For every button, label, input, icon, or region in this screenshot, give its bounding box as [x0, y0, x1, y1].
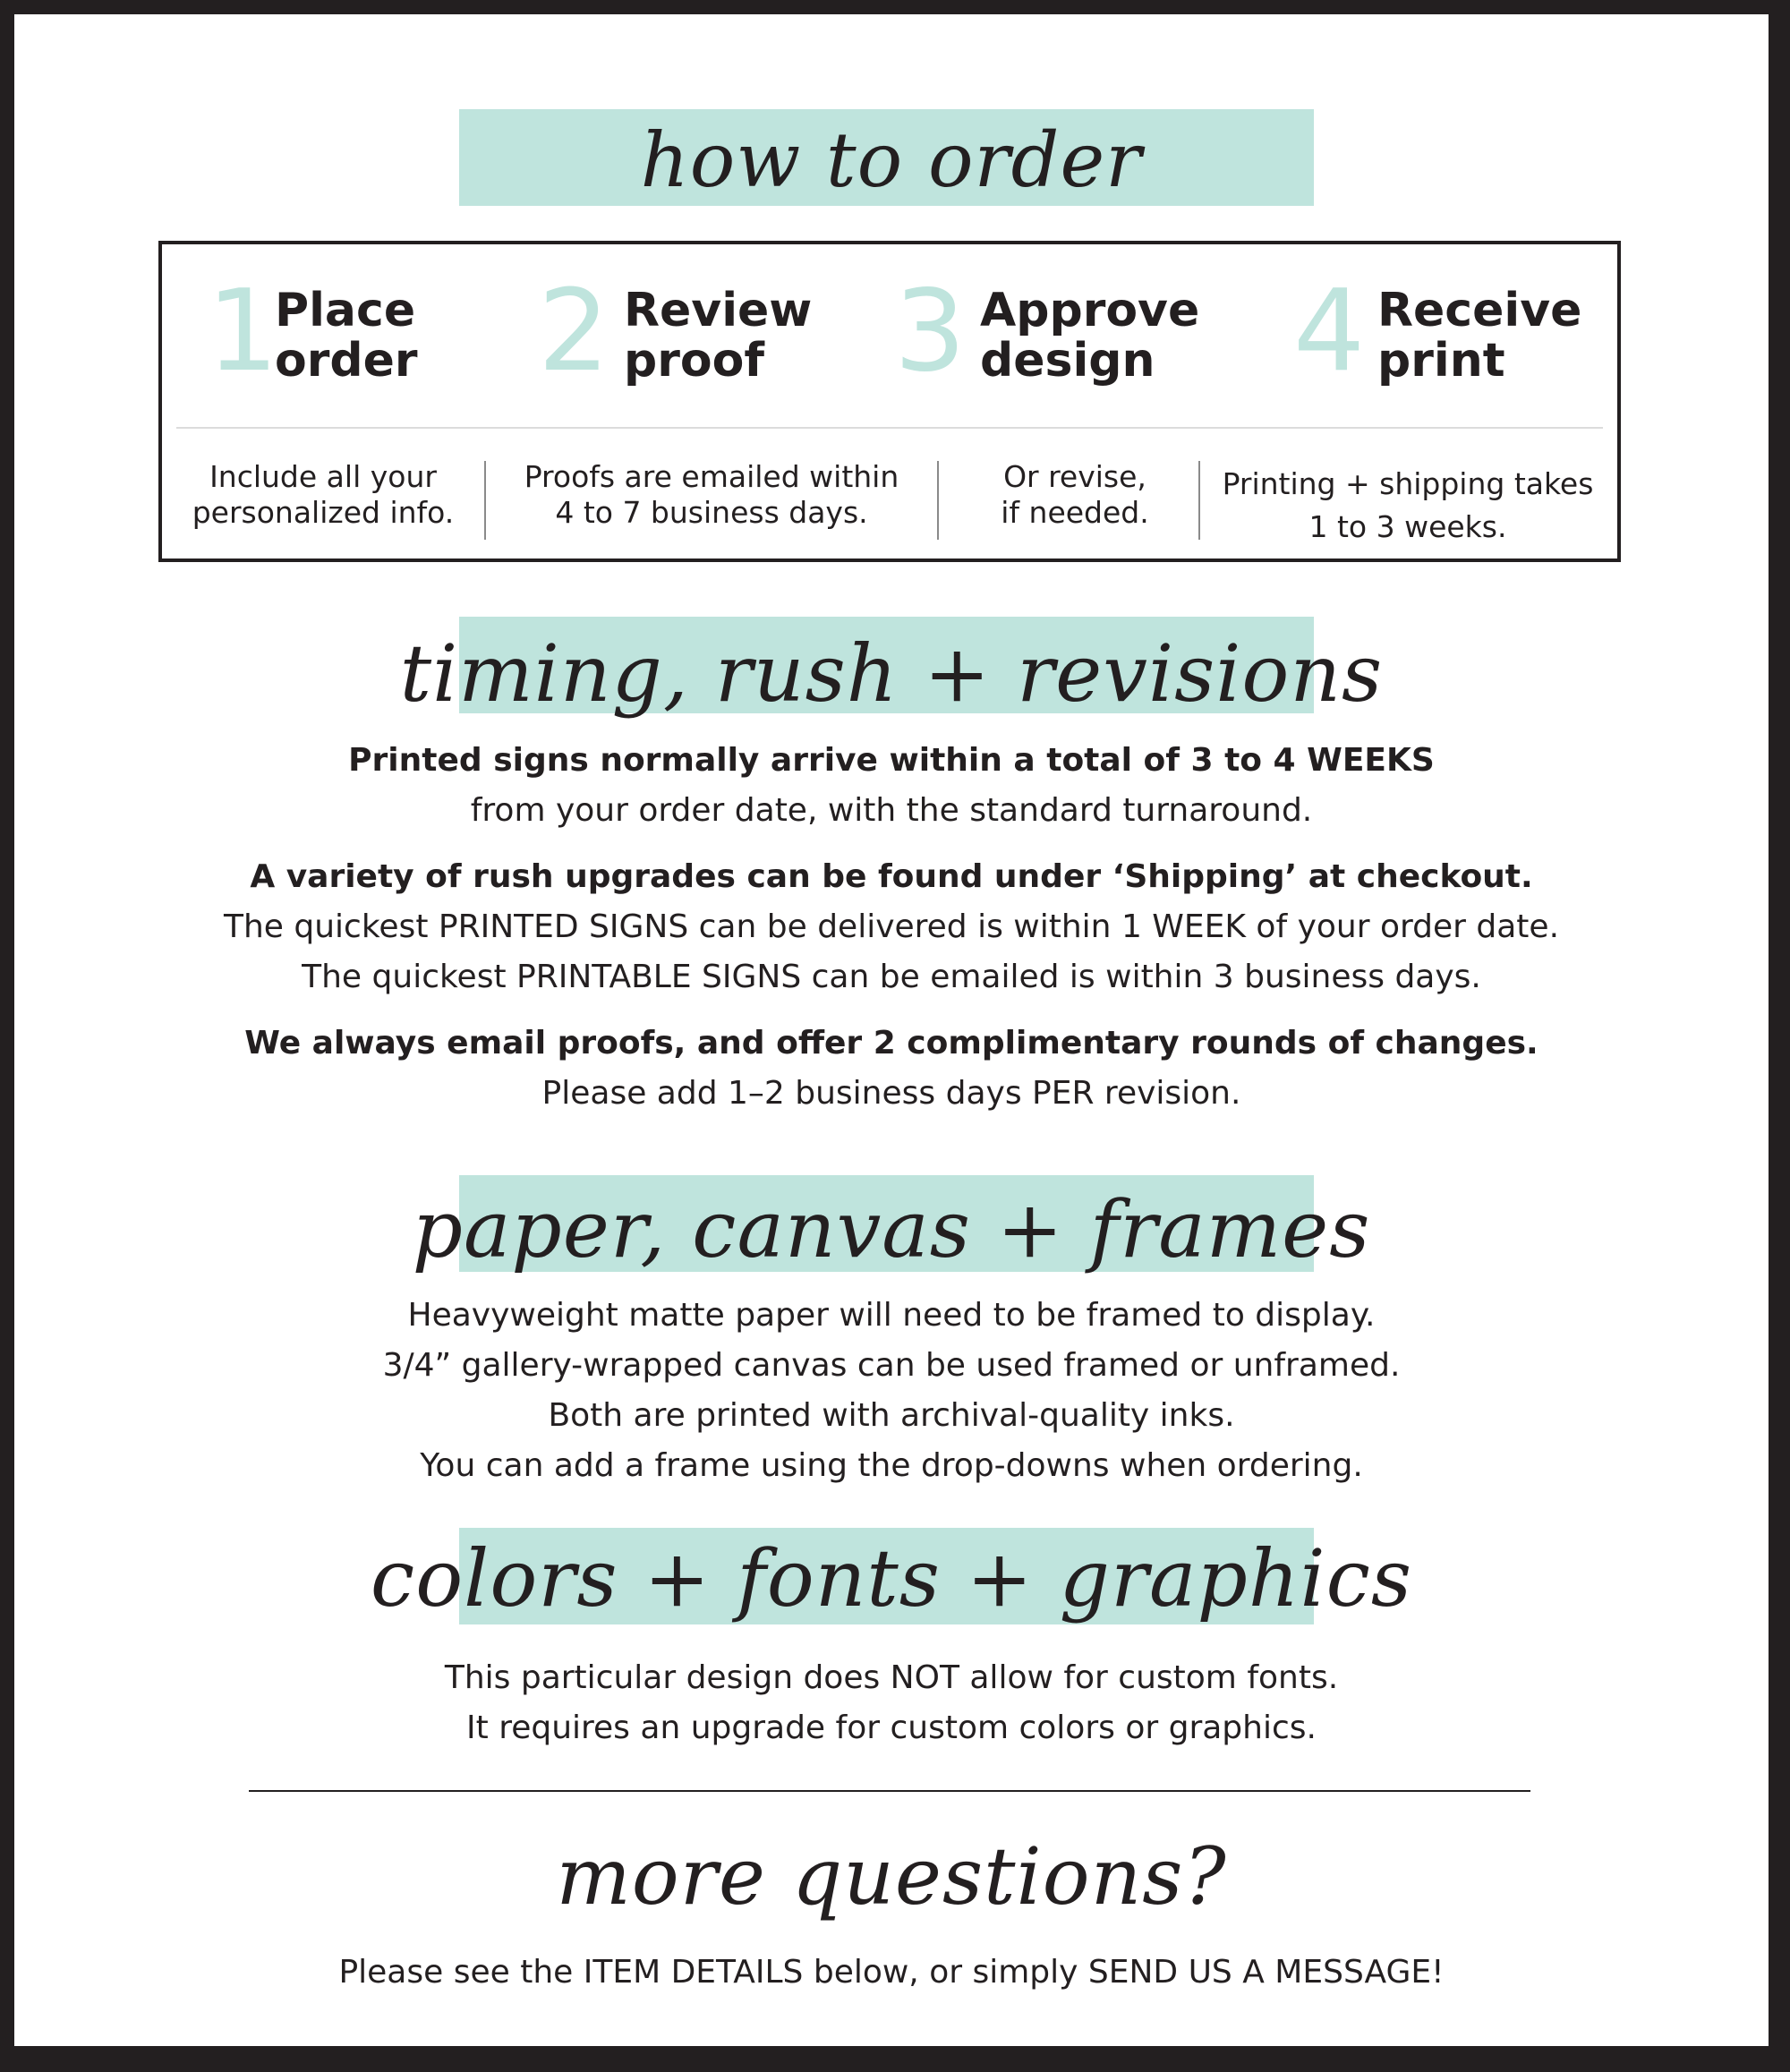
step-1-desc-line1: Include all your [209, 459, 437, 494]
step-2-title-line2: proof [624, 334, 764, 388]
heading-timing: timing, rush + revisions [399, 627, 1384, 720]
info-sheet [14, 14, 1769, 2046]
timing-bold-3: We always email proofs, and offer 2 complimentary rounds of changes. [244, 1025, 1539, 1062]
step-3-title [980, 286, 1199, 386]
heading-paper: paper, canvas + frames [412, 1183, 1371, 1275]
step-4-desc-line2: 1 to 3 weeks. [1308, 509, 1507, 544]
heading-more-questions: more questions? [556, 1830, 1227, 1923]
timing-bold-2: A variety of rush upgrades can be found under ‘Shipping’ at checkout. [250, 858, 1533, 895]
section-divider [249, 1790, 1530, 1792]
paper-line-3: Both are printed with archival-quality inks. [548, 1397, 1235, 1434]
timing-line-1: from your order date, with the standard turnaround. [470, 792, 1313, 829]
heading-how-to-order: how to order [640, 116, 1143, 204]
step-3-title-line1: Approve [980, 284, 1200, 337]
colors-section [14, 1653, 1769, 1753]
step-4-title-line2: print [1377, 334, 1505, 388]
step-1-description [171, 459, 475, 531]
steps-box [158, 241, 1621, 562]
step-4-title-line1: Receive [1377, 284, 1582, 337]
footer-line-1: Please see the ITEM DETAILS below, or simply SEND US A MESSAGE! [338, 1954, 1445, 1991]
paper-line-1: Heavyweight matte paper will need to be framed to display. [407, 1297, 1376, 1334]
step-2-title [624, 286, 812, 386]
step-separator-3 [1198, 461, 1200, 540]
step-2-description [488, 459, 935, 531]
step-1-number: 1 [207, 265, 279, 396]
paper-section [14, 1291, 1769, 1491]
steps-divider [176, 427, 1603, 429]
colors-line-2: It requires an upgrade for custom colors or graphics. [466, 1710, 1317, 1746]
step-3-desc-line2: if needed. [1001, 495, 1149, 530]
step-3-description [941, 459, 1209, 531]
paper-line-4: You can add a frame using the drop-downs when ordering. [420, 1447, 1363, 1484]
step-2-number: 2 [538, 265, 610, 396]
step-4-title [1377, 286, 1581, 386]
step-2-title-line1: Review [624, 284, 813, 337]
step-1-title [275, 286, 418, 386]
step-2-desc-line1: Proofs are emailed within [524, 459, 899, 494]
step-1-title-line2: order [275, 334, 418, 388]
timing-line-3: The quickest PRINTABLE SIGNS can be emailed is within 3 business days. [302, 959, 1481, 995]
timing-bold-1: Printed signs normally arrive within a total of 3 to 4 WEEKS [348, 742, 1435, 779]
step-1-title-line1: Place [275, 284, 416, 337]
step-3-number: 3 [894, 265, 967, 396]
timing-line-4: Please add 1–2 business days PER revision. [541, 1075, 1241, 1112]
timing-line-2: The quickest PRINTED SIGNS can be delivered is within 1 WEEK of your order date. [223, 908, 1560, 945]
step-3-title-line2: design [980, 334, 1155, 388]
paper-line-2: 3/4” gallery-wrapped canvas can be used framed or unframed. [382, 1347, 1401, 1384]
heading-colors: colors + fonts + graphics [370, 1532, 1413, 1624]
timing-section [14, 736, 1769, 1119]
step-3-desc-line1: Or revise, [1003, 459, 1146, 494]
step-separator-1 [484, 461, 486, 540]
step-4-number: 4 [1293, 265, 1366, 396]
step-4-description [1202, 463, 1614, 549]
step-4-desc-line1: Printing + shipping takes [1222, 466, 1594, 501]
step-1-desc-line2: personalized info. [192, 495, 455, 530]
footer-section [14, 1948, 1769, 1998]
step-2-desc-line2: 4 to 7 business days. [555, 495, 868, 530]
colors-line-1: This particular design does NOT allow for custom fonts. [444, 1659, 1339, 1696]
step-separator-2 [937, 461, 939, 540]
